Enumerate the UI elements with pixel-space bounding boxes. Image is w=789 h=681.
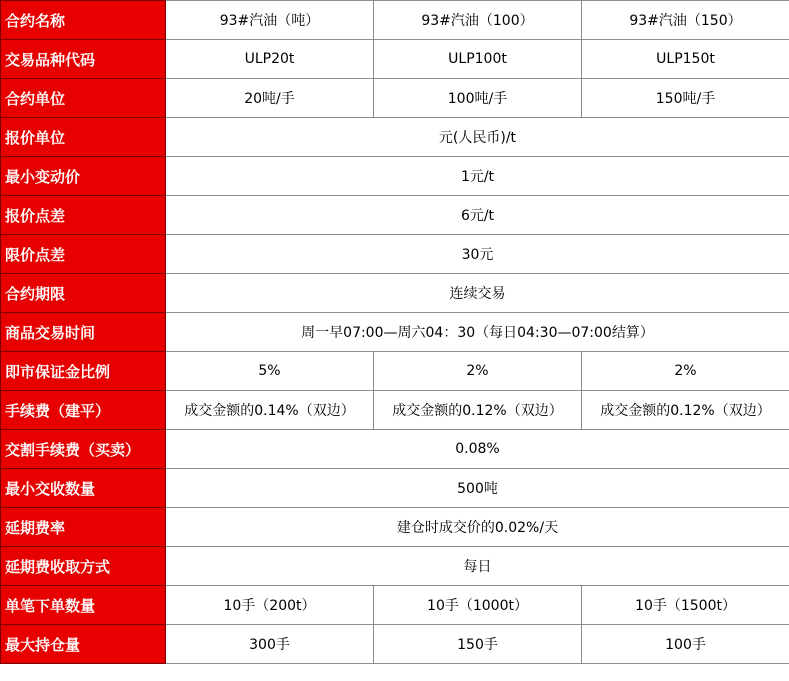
table-row	[1, 586, 789, 625]
table-row	[1, 196, 789, 235]
row-label: 最大持仓量	[1, 625, 166, 664]
row-label: 限价点差	[1, 235, 166, 274]
table-row	[1, 40, 789, 79]
cell-value: 93#汽油（吨）	[166, 1, 374, 40]
row-label: 报价单位	[1, 118, 166, 157]
row-label: 延期费收取方式	[1, 547, 166, 586]
row-label: 手续费（建平）	[1, 391, 166, 430]
row-label: 商品交易时间	[1, 313, 166, 352]
cell-value: 建仓时成交价的0.02%/天	[166, 508, 789, 547]
cell-value: 93#汽油（150）	[582, 1, 789, 40]
cell-value: 周一早07:00—周六04：30（每日04:30—07:00结算）	[166, 313, 789, 352]
cell-value: 10手（1500t）	[582, 586, 789, 625]
cell-value: 100吨/手	[374, 79, 582, 118]
table-row	[1, 274, 789, 313]
table-row	[1, 118, 789, 157]
cell-value: 500吨	[166, 469, 789, 508]
cell-value: 30元	[166, 235, 789, 274]
cell-value: 10手（200t）	[166, 586, 374, 625]
row-label: 交易品种代码	[1, 40, 166, 79]
table-row	[1, 235, 789, 274]
cell-value: 2%	[582, 352, 789, 391]
table-row	[1, 508, 789, 547]
table-row	[1, 625, 789, 664]
cell-value: 5%	[166, 352, 374, 391]
row-label: 合约单位	[1, 79, 166, 118]
cell-value: 93#汽油（100）	[374, 1, 582, 40]
row-label: 单笔下单数量	[1, 586, 166, 625]
cell-value: 元(人民币)/t	[166, 118, 789, 157]
row-label: 延期费率	[1, 508, 166, 547]
cell-value: 20吨/手	[166, 79, 374, 118]
row-label: 报价点差	[1, 196, 166, 235]
table-row	[1, 313, 789, 352]
row-label: 即市保证金比例	[1, 352, 166, 391]
cell-value: 成交金额的0.12%（双边）	[582, 391, 789, 430]
cell-value: 2%	[374, 352, 582, 391]
row-label: 合约名称	[1, 1, 166, 40]
cell-value: ULP100t	[374, 40, 582, 79]
table-row	[1, 1, 789, 40]
row-label: 交割手续费（买卖）	[1, 430, 166, 469]
cell-value: ULP150t	[582, 40, 789, 79]
table-row	[1, 79, 789, 118]
cell-value: 连续交易	[166, 274, 789, 313]
cell-value: 6元/t	[166, 196, 789, 235]
cell-value: 0.08%	[166, 430, 789, 469]
table-row	[1, 430, 789, 469]
cell-value: 成交金额的0.14%（双边）	[166, 391, 374, 430]
cell-value: 10手（1000t）	[374, 586, 582, 625]
row-label: 最小交收数量	[1, 469, 166, 508]
row-label: 合约期限	[1, 274, 166, 313]
cell-value: 150手	[374, 625, 582, 664]
cell-value: 每日	[166, 547, 789, 586]
cell-value: 150吨/手	[582, 79, 789, 118]
row-label: 最小变动价	[1, 157, 166, 196]
contract-spec-body	[1, 1, 789, 664]
table-row	[1, 469, 789, 508]
cell-value: 100手	[582, 625, 789, 664]
table-row	[1, 157, 789, 196]
cell-value: 成交金额的0.12%（双边）	[374, 391, 582, 430]
table-row	[1, 352, 789, 391]
cell-value: ULP20t	[166, 40, 374, 79]
cell-value: 1元/t	[166, 157, 789, 196]
table-row	[1, 547, 789, 586]
cell-value: 300手	[166, 625, 374, 664]
table-row	[1, 391, 789, 430]
